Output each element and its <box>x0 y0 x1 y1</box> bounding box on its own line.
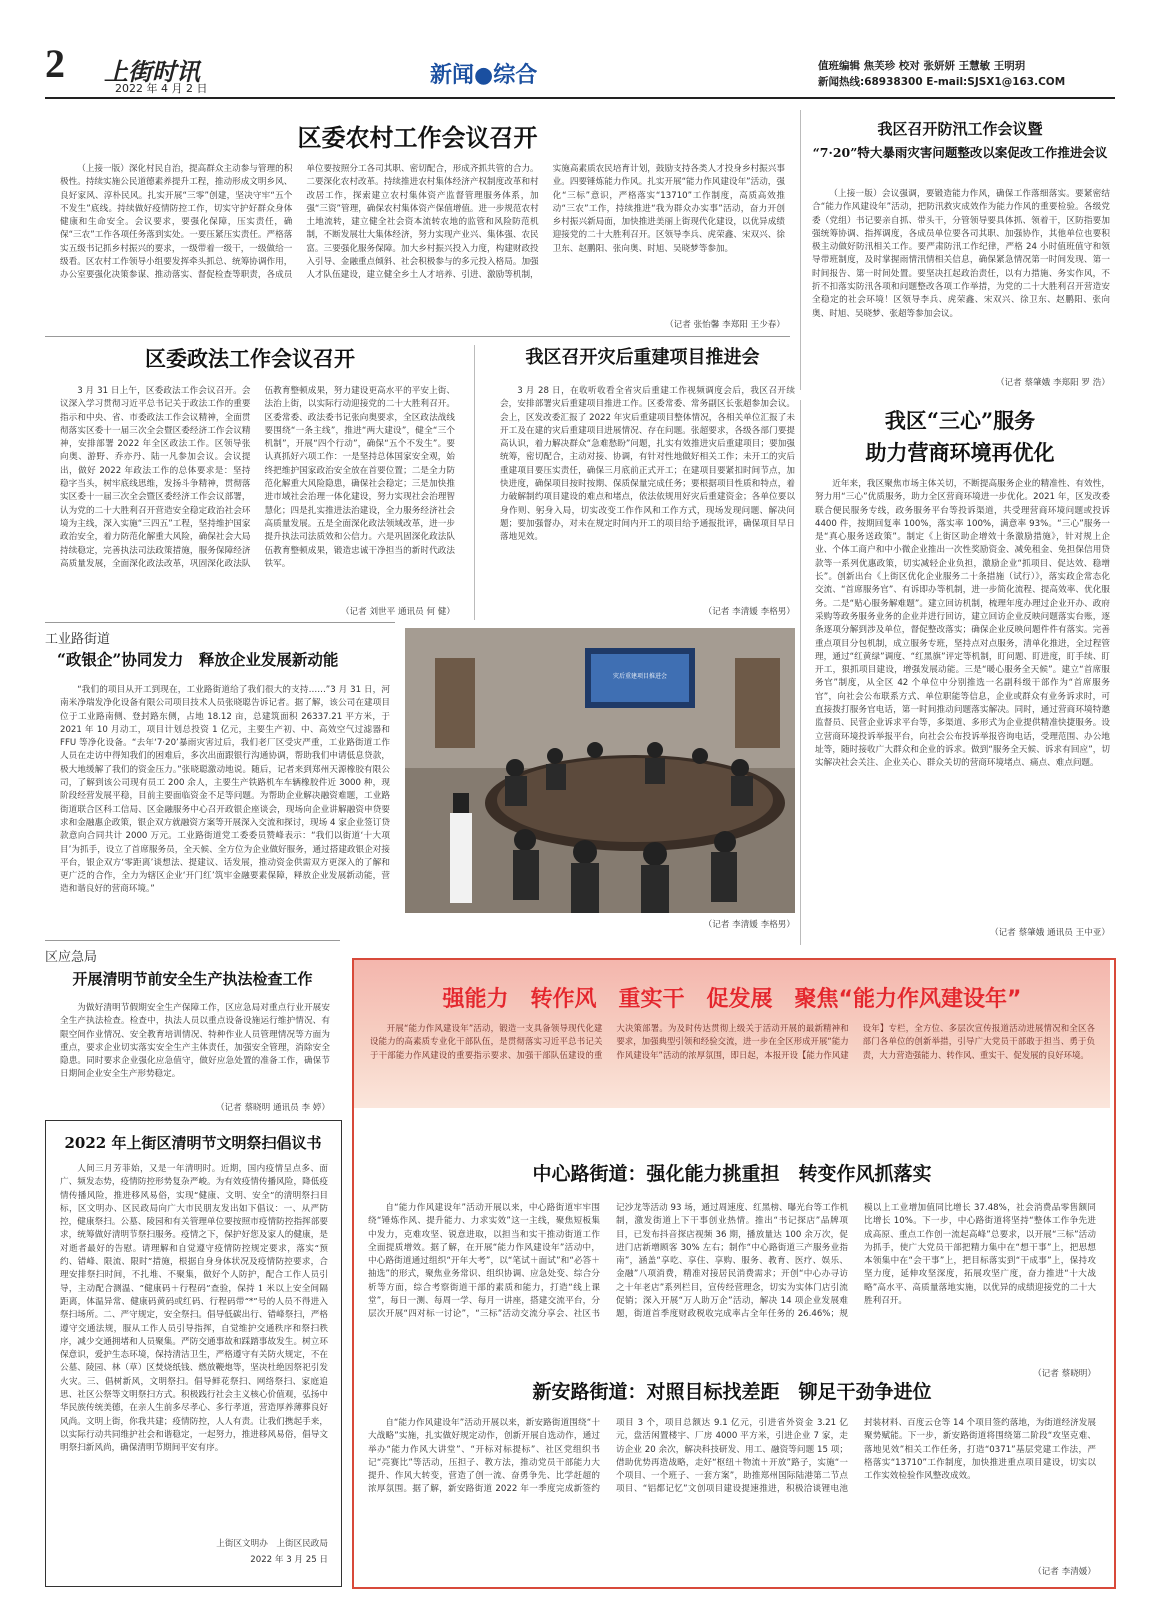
qingming-body: 人间三月芳菲始，又是一年清明时。近期，国内疫情呈点多、面广、频发态势，疫情防控形势复杂严峻。为有效疫情传播风险，降低疫情传播风险，推进移风易俗，实现“健康、文明、安全”的清明祭扫目标，区文明办、区民政局向广大市民朋友发出如下倡议：一、从严防控，健康祭扫。公墓、陵园和有关管理单位要按照市疫情防控指挥部要求，统筹做好清明节祭扫服务。疫情之下，保护好您及家人的健康，是对逝者最好的告慰。请理解和自觉遵守疫情防控规定要求，落实“预约、错峰、限流、限时”措施，根据自身身体状况及疫情防控要求，合理安排祭扫时间，不扎堆、不聚集，做好个人防护，配合工作人员引导，主动配合测温、“健康码＋行程码”查验，保持 1 米以上安全间隔距离，体温异常、健康码黄码或红码、行程码带“*”号的人员不得进入祭扫场所。二、严守规定，安全祭扫。倡导低碳出行、错峰祭扫，严格遵守交通法规，服从工作人员引导指挥，自觉维护交通秩序和祭扫秩序，减少交通拥堵和人员聚集。严防交通事故和踩踏事故发生。树立环保意识，爱护生态环境，保持清洁卫生，严格遵守有关防火规定，不在公墓、陵园、林（草）区焚烧纸钱、燃放鞭炮等，坚决杜绝因祭祀引发火灾。三、倡树新风，文明祭扫。倡导鲜花祭扫、网络祭扫、家庭追思、社区公祭等文明祭扫方式。积极践行社会主义核心价值观，弘扬中华民族传统美德，在亲人生前多尽孝心、多行孝道，营造厚养薄葬良好风尚。文明上街，你我共建；疫情防控，人人有责。让我们携起手来，以实际行动共同维护社会和谐稳定，一起努力，推进移风易俗，倡导文明祭扫新风尚，确保清明节期间平安有序。 <box>60 1164 328 1454</box>
flood-headline-line2: “7·20”特大暴雨灾害问题整改以案促改工作推进会议 <box>812 145 1108 160</box>
flood-body: （上接一版）会议强调，要锻造能力作风，确保工作落细落实。要紧密结合“能力作风建设年”活动，把防汛救灾成效作为能力作风的重要检验。各级党委（党组）书记要亲自抓、带头干，分管领导要具体抓、领着干，区防指要加强统筹协调、指挥调度，各成员单位要各司其职、加强协作，其他单位也要积极主动做好防汛相关工作。要严肃防汛工作纪律，严格 24 小时值班值守和领导带班制度，及时掌握雨情汛情相关信息，确保紧急情况第一时间发现、第一时间报告、第一时间处置。要坚决扛起政治责任，以有力措施、务实作风，不折不扣落实防汛各项和问题整改各项工作举措，为党的二十大胜利召开营造安全稳定的社会环境！区领导李兵、虎荣鑫、宋双兴、徐卫东、赵鹏阳、张向奥、时旭、吴晓梦、张超等参加会议。 <box>812 189 1110 319</box>
rebuild-headline: 我区召开灾后重建项目推进会 <box>525 347 760 368</box>
section-title: 新闻●综合 <box>430 62 538 88</box>
bank-body: “我们的项目从开工到现在，工业路街道给了我们很大的支持……”3 月 31 日，河南米净瑞发净化设备有限公司项目技术人员张晓聪告诉记者。据了解，该公司在建项目位于工业路南侧、登封路东侧，占地 18.12 亩，总建筑面积 26337.21 平方米，于 2021 年 10 月动工，项目计划总投资 1 亿元，主要生产初、中、高效空气过滤器和 FFU 等净化设备。“去年‘7·20’暴雨灾害过后，我们老厂区受灾严重，工业路街道工作人员在走访中得知我们的困难后，多次出面跟银行沟通协调，帮助我们申请低息贷款，极大地缓解了我们的资金压力。”张晓聪激动地说。随后，记者来到郑州天源橡胶有限公司，了解到该公司现有员工 200 余人，主要生产铁路机车车辆橡胶件近 3000 种，现阶段经营发展平稳，目前主要面临资金不足等问题。为帮助企业解决融资难题，工业路街道联合区科工信局、区金融服务中心召开政银企座谈会，现场向企业讲解融资申贷要求和金融惠企政策，银企双方就融资方案等开展深入交流和探讨，现场 4 家企业签订贷款意向合同共计 2000 万元。工业路街道党工委委员赞峰表示：“我们以街道‘十大项目’为抓手，设立了首席服务员，全天候、全方位为企业做好服务，通过搭建政银企对接平台，银企双方‘零距离’谈想法、提建议、话发展，推动资金供需双方更深入的了解和更广泛的合作，全力为辖区企业‘开门红’筑牢金融要素保障，释放企业发展新动能，营造和谐良好的营商环境。” <box>60 685 390 895</box>
safety-kicker: 区应急局 <box>45 950 98 965</box>
politics-headline: 区委政法工作会议召开 <box>145 346 355 371</box>
campaign-intro: 开展“能力作风建设年”活动，锻造一支具备领导现代化建设能力的高素质专业化干部队伍，是贯彻落实习近平总书记关于干部能力作风建设的重要指示要求、加强干部队伍建设的重大决策部署。为及时传达贯彻上级关于活动开展的最新精神和要求，加强典型引领和经验交流，进一步在全区形成开展“能力作风建设年”活动的浓厚氛围，即日起，本报开设【能力作风建设年】专栏，全方位、多层次宣传报道活动进展情况和全区各部门各单位的创新举措，引导广大党员干部敢于担当、勇于负责，大力营造强能力、转作风、重实干、促发展的良好环境。 <box>370 1023 1095 1060</box>
xinan-headline: 新安路街道：对照目标找差距 铆足干劲争进位 <box>532 1381 932 1403</box>
rural-body: （上接一版）深化村民自治，提高群众主动参与管理的积极性。持续实施公民道德素养提升工程，推动形成文明乡风、良好家风、淳朴民风。扎实开展“三零”创建，坚决守牢“五个不发生”底线。持续做好疫情防控工作，切实守护好群众身体健康和生命安全。会议要求，要强化保障，压实责任，确保“三农”工作各项任务落到实处。一要压紧压实责任。严格落实五级书记抓乡村振兴的要求，一级带着一级干，一级做给一级看。区农村工作领导小组要发挥牵头抓总、统筹协调作用，办公室要强化决策参谋、推动落实、督促检查等职责，各成员单位要按照分工各司其职、密切配合，形成齐抓共管的合力。二要深化农村改革。持续推进农村集体经济产权制度改革和村改居工作，探索建立农村集体资产监督管理服务体系，加强“三资”管理，确保农村集体资产保值增值。进一步规范农村土地流转，建立健全社会资本流转农地的监管和风险防范机制，不断发展壮大集体经济，努力实现产业兴、集体强、农民富。三要强化服务保障。加大乡村振兴投入力度，构建财政投入引导、金融重点倾斜、社会积极参与的多元投入格局。加强人才队伍建设，建立健全乡土人才培养、引进、激励等机制，实施高素质农民培育计划，鼓励支持各类人才投身乡村振兴事业。四要锤炼能力作风。扎实开展“能力作风建设年”活动，强化“三标”意识，严格落实“13710”工作制度，高质高效推动“三农”工作，持续推进“我为群众办实事”活动，奋力开创乡村振兴新局面，加快推进美丽上街现代化建设，以优异成绩迎接党的二十大胜利召开。区领导李兵、虎荣鑫、宋双兴、徐卫东、赵鹏阳、张向奥、时旭、吴晓梦等参加。 <box>60 164 785 281</box>
sanxin-headline-line2: 助力营商环境再优化 <box>865 440 1055 465</box>
contact-info: 新闻热线:68938300 E-mail:SJSX1@163.COM <box>818 76 1066 88</box>
zhongxin-headline: 中心路街道：强化能力挑重担 转变作风抓落实 <box>532 1163 932 1185</box>
issue-date: 2022 年 4 月 2 日 <box>115 82 208 95</box>
flood-headline-line1: 我区召开防汛工作会议暨 <box>877 120 1043 138</box>
xinan-byline: （记者 李清媛） <box>1033 1567 1096 1577</box>
bank-byline: （记者 李清媛 李格男） <box>703 920 795 930</box>
qingming-date: 2022 年 3 月 25 日 <box>250 1555 328 1565</box>
meeting-photo <box>405 628 795 913</box>
safety-body: 为做好清明节假期安全生产保障工作，区应急局对重点行业开展安全生产执法检查。检查中，执法人员以重点设备设施运行维护情况、有限空间作业情况、安全教育培训情况、特种作业人员管理情况等方面为重点，要求企业切实落实安全生产主体责任，加强安全管理，消除安全隐患。同时要求企业强化应急值守，做好应急处置的准备工作，确保节日期间企业安全生产形势稳定。 <box>60 1003 330 1080</box>
column-divider <box>800 400 801 945</box>
safety-byline: （记者 蔡晓明 通讯员 李 婷） <box>215 1103 330 1113</box>
photo-screen-text: 灾后重建项目推进会 <box>612 673 667 680</box>
campaign-slogan: 强能力 转作风 重实干 促发展 聚焦“能力作风建设年” <box>442 987 1022 1012</box>
bank-headline: “政银企”协同发力 释放企业发展新动能 <box>57 650 339 669</box>
rebuild-body: 3 月 28 日，在收听收看全省灾后重建工作视频调度会后，我区召开续会，安排部署灾后重建项目推进工作。区委常委、常务副区长张超参加会议。会上，区发改委汇报了 2022 年灾后重建项目整体情况，各相关单位汇报了未开工及在建的灾后重建项目进展情况、存在问题。张超要求，各级各部门要提高认识，着力解决群众“急难愁盼”问题，扎实有效推进灾后重建项目；要加强统筹，密切配合，主动对接、协调，有针对性地做好相关工作；未开工的灾后重建项目要压实责任，确保三月底前正式开工；在建项目要紧扣时间节点，加快进度，确保项目按时按期、保质保量完成任务；要根据项目性质和特点，着力破解制约项目建设的难点和堵点，依法依规用好灾后重建资金；各单位要以身作则、躬身入局，切实改变工作作风和工作方式，现场发现问题、解决问题；要加强督办，对未在规定时间内开工的项目给予通报批评，确保项目早日落地见效。 <box>500 386 795 543</box>
xinan-body: 自“能力作风建设年”活动开展以来，新安路街道围绕“十大战略”实施，扎实做好规定动作，创新开展自选动作，通过举办“能力作风大讲堂”、“开标对标提标”、社区党组织书记“亮赛比”等活动，压担子、教方法，推动党员干部能力大提升、作风大转变，营造了创一流、奋勇争先、比学赶超的浓厚氛围。据了解，新安路街道 2022 年一季度完成新签约项目 3 个，项目总额达 9.1 亿元，引进省外资金 3.21 亿元，盘活闲置楼宇、厂房 4000 平方米，引进企业 7 家，走访企业 20 余次，解决科技研发、用工、融资等问题 15 项；借助优势再造战略，走好“枢纽＋物流＋开放”路子，实施“一个项目、一个班子、一套方案”，助推郑州国际陆港第二节点项目、“铝都记忆”文创项目建设提速推进，积极洽谈锂电池封装材料、百度云仓等 14 个项目签约落地，为街道经济发展聚势赋能。下一步，新安路街道将围绕第二阶段“攻坚克难、落地见效”相关工作任务，打造“0371”基层党建工作法，严格落实“13710”工作制度，加快推进重点项目建设，切实以工作实效检验作风整改成效。 <box>368 1418 1096 1495</box>
masthead-rule <box>45 97 1115 99</box>
editors: 值班编辑 焦芙珍 校对 张妍妍 王慧敏 王明玥 <box>818 60 1026 72</box>
section-rule <box>45 622 395 623</box>
section-rule <box>45 940 340 941</box>
column-divider <box>474 345 475 620</box>
zhongxin-body: 自“能力作风建设年”活动开展以来，中心路街道牢牢围绕“锤炼作风、提升能力、力求实效”这一主线，聚焦短板集中发力，克难攻坚、锐意进取，以担当和实干推动街道工作全面提质增效。据了解，在开展“能力作风建设年”活动中，中心路街道通过组织“开年大考”，以“笔试＋面试”和“必答＋抽选”的形式，聚焦业务常识、组织协调、应急处变、综合分析等方面，综合考察街道干部的素质和能力，打造“线上课堂”，每日一测、每周一学、每月一讲座，搭建交流平台，分层次开展“四对标一讨论”，“三标”活动交流分享会、社区书记沙龙等活动 93 场，通过周速度、红黑榜、曝光台等工作机制，激发街道上下干事创业热情。推出“书记探店”品牌项目，已发布抖音探店视频 36 期，播放量达 100 余万次，促进门店新增顾客 30% 左右；制作“中心路街道三产服务业指南”，涵盖“享吃、享住、享购、服务、教育、医疗、娱乐、金融”八项消费，精准对接居民消费需求；开创“中心办寻访之十年老店”系列栏目，宣传经营理念，切实为实体门店引流促销；深入开展“万人助万企”活动，解决 14 项企业发展难题，街道首季度财政税收完成率占全年任务的 26.46%；规模以上工业增加值同比增长 37.48%，社会消费品零售额同比增长 10%。下一步，中心路街道将坚持“整体工作争先进成高原、重点工作创一流起高峰”总要求，以开展“三标”活动为抓手，使广大党员干部把精力集中在“想干事”上，把思想本领集中在“会干事”上，把目标落实到“干成事”上，保持攻坚力度，延伸攻坚深度，拓展攻坚广度，奋力推进“十大战略”高水平、高质量落地实施，以优异的成绩迎接党的二十大胜利召开。 <box>368 1203 1096 1320</box>
safety-headline: 开展清明节前安全生产执法检查工作 <box>72 970 313 988</box>
qingming-signatories: 上街区文明办 上街区民政局 <box>216 1539 328 1549</box>
zhongxin-byline: （记者 蔡晓明） <box>1033 1369 1096 1379</box>
politics-body: 3 月 31 日上午，区委政法工作会议召开。会议深入学习贯彻习近平总书记关于政法工作的重要指示和中央、省、市委政法工作会议精神，全面贯彻落实区委十一届三次全会暨区委经济工作会议精神，安排部署 2022 年全区政法工作。区领导张向奥、游野、乔亦丹、陆一凡参加会议。会议提出，做好 2022 年政法工作的总体要求是：坚持稳字当头，树牢底线思维，发扬斗争精神，贯彻落实区委十一届三次全会暨区委经济工作会议部署，认为党的二十大胜利召开营造安全稳定政治社会环境为主线，深入实施“三四五”工程，坚持维护国家政治安全，着力防范化解重大风险，确保社会大局持续稳定，完善执法司法政策措施，服务保障经济高质量发展，全面深化政法改革，巩固深化政法队伍教育整顿成果，努力建设更高水平的平安上街、法治上街，以实际行动迎接党的二十大胜利召开。区委常委、政法委书记张向奥要求，全区政法战线要围绕“一条主线”，推进“两大建设”，健全“三个机制”，开展“四个行动”，确保“五个不发生”。要认真抓好六项工作：一是坚持总体国家安全观，始终把维护国家政治安全放在首要位置；二是全力防范化解重大风险隐患，确保社会稳定；三是加快推进市域社会治理一体化建设，努力实现社会治理智慧化；四是扎实推进法治建设，全力服务经济社会高质量发展。五是全面深化政法领域改革，进一步提升执法司法质效和公信力。六是巩固深化政法队伍教育整顿成果，锻造忠诚干净担当的新时代政法铁军。 <box>60 386 455 569</box>
rural-byline: （记者 张怡馨 李郑阳 王少春） <box>665 320 785 330</box>
flood-byline: （记者 蔡肇娥 李郑阳 罗 浩） <box>995 378 1110 388</box>
rebuild-byline: （记者 李清媛 李格男） <box>703 607 795 617</box>
paper-name: 上街时讯 <box>104 57 200 86</box>
qingming-headline: 2022 年上街区清明节文明祭扫倡议书 <box>64 1134 322 1152</box>
sanxin-headline-line1: 我区“三心”服务 <box>884 408 1036 433</box>
sanxin-byline: （记者 蔡肇娥 通讯员 王中亚） <box>990 928 1110 938</box>
page-number: 2 <box>45 41 65 86</box>
bank-kicker: 工业路街道 <box>45 632 111 647</box>
sanxin-body: 近年来，我区聚焦市场主体关切，不断提高服务企业的精准性、有效性，努力用“三心”优质服务，助力全区营商环境进一步优化。2021 年，区发改委联合便民服务专线，政务服务平台等投诉渠道，共受理营商环境问题或投诉 4400 件，按期回复率 100%，落实率 100%，满意率 93%。“三心”服务一是“真心服务送政策”。制定《上街区助企增效十条激励措施》，针对规上企业、个体工商户和中小微企业推出一次性奖励资金、减免租金、免担保信用贷款等一系列优惠政策，切实减轻企业负担，激励企业“抓项目、促达效、稳增长”。创新出台《上街区优化企业服务二十条措施（试行）》，落实政企常态化交流、“首席服务官”、有诉即办等机制，进一步简化流程、提高效率、优化服务。二是“贴心服务解难题”。建立回访机制，梳理年度办理过企业开办、政府采购等政务服务业务的企业并进行回访，建立回访企业反映问题落实台账，逐条逐项分解到涉及单位，督促整改落实；确保企业反映问题件件有落实。完善重点项目分包机制，成立服务专班，坚持点对点服务，清单化推进，全过程管理，通过“红黄绿”调度、“红黑旗”评定等机制，盯问题、盯进度，盯手续、盯开工，狠抓项目建设，增强发展动能。三是“暖心服务全天候”。建立“首席服务官”制度，从全区 42 个单位中分别推选一名副科级干部作为“首席服务官”，向社会公布联系方式、单位职能等信息，企业或群众有业务诉求时，可直接拨打服务官电话，第一时间推动问题落实解决。同时，通过营商环境特邀监督员、民营企业诉求平台等，多渠道、多形式为企业提供精准快捷服务。设立营商环境投诉举报平台，向社会公布投诉举报咨询电话，受理范围、办公地址等，随时接收广大群众和企业的诉求。做到“服务全天候、诉求有回应”，切实解决社会关注、企业关心、群众关切的营商环境堵点、痛点、难点问题。 <box>815 479 1110 769</box>
section-rule <box>45 336 790 337</box>
column-divider <box>800 110 801 390</box>
rural-headline: 区委农村工作会议召开 <box>297 123 538 152</box>
politics-byline: （记者 刘世平 通讯员 何 健） <box>340 607 455 617</box>
